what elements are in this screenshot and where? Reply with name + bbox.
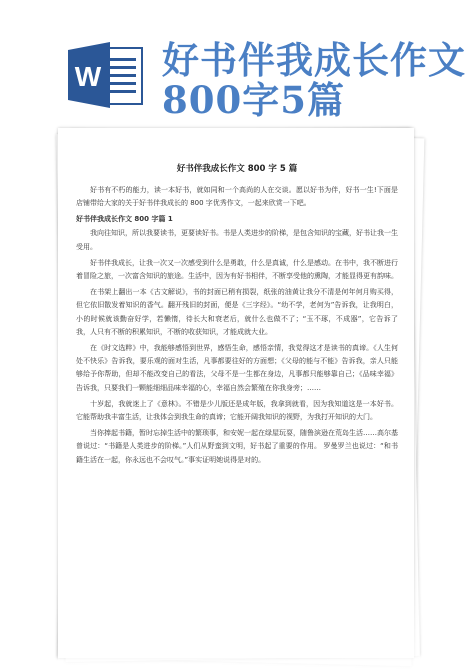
banner-title-line-1: 好书伴我成长作文 — [162, 38, 466, 82]
paragraph: 当你捧起书籍，暂时忘掉生活中的繁琐事，和安妮一起在绿屋玩耍，随鲁滨逊在荒岛生活……高尔基曾说过：“书籍是人类进步的阶梯。”人们从野蛮到文明，好书起了重要的作用。 罗曼罗兰也说过：“和书籍生活在一起，你永远也不会叹气。”事实证明她说得是对的。 — [76, 429, 398, 464]
paragraph: 十岁起，我就迷上了《意林》。不错是少儿版还是成年版，我拿到就看，因为我知道这是一本好书。 它能帮助我丰富生活，让我体会到我生命的真谛；它能开阔我知识的视野，为我打开知识的大门。 — [76, 399, 398, 422]
document-intro: 好书有不朽的能力，读一本好书，就如同和一个高尚的人在交谈。愿以好书为伴，好书一生!下面是店铺带给大家的关于好书伴我成长的 800 字优秀作文，一起来欣赏一下吧。 — [76, 186, 398, 208]
word-logo-letter: W — [74, 61, 102, 92]
document-content — [62, 150, 412, 660]
paragraph: 在书架上翻出一本《古文解说》，书的封面已稍有损裂，纸张的油黄让我分不清是何年何月购买得，但它依旧散发着知识的香气。翻开残旧的封面，便是《三字经》。“幼不学，老何为”告诉我，让我明白，小的时候就该勤奋好学，若懒惰，待长大和衰老后，就什么也做不了；“玉不琢，不成器”，它告诉了我，人只有不断的积累知识，不断的收获知识，才能成就大业。 — [76, 288, 398, 336]
document-title: 好书伴我成长作文 800 字 5 篇 — [176, 164, 298, 174]
banner-title-line-2: 800字5篇 — [162, 78, 345, 122]
banner-header — [0, 0, 474, 130]
section-heading: 好书伴我成长作文 800 字篇 1 — [76, 215, 173, 224]
word-document-icon — [68, 40, 146, 110]
paragraph: 好书伴我成长，让我一次又一次感受到什么是勇敢，什么是真诚，什么是感动。在书中，我不断进行着冒险之旅，一次富含知识的旅途。生活中，因为有好书相伴，不断享受他的熏陶，才能显得更有韵味。 — [76, 258, 398, 281]
paragraph: 在《时文选粹》中，我能够感悟到世界，感悟生命，感悟亲情，我觉得这才是读书的真谛。《人生何处不快乐》告诉我，要乐观的面对生活，凡事都要往好的方面想；《父母的能与不能》告诉我，亲人只能够给予你帮助，但却不能改变自己的看法，父母不是一生都在身边，凡事都只能够靠自己；《品味幸福》告诉我，只要我们一颗能细细品味幸福的心，幸福自然会繁殖在你我身旁；…… — [76, 344, 398, 392]
paragraph: 我向往知识，所以我要读书，更要读好书。书是人类进步的阶梯，是包含知识的宝藏，好书让我一生受用。 — [76, 229, 398, 251]
